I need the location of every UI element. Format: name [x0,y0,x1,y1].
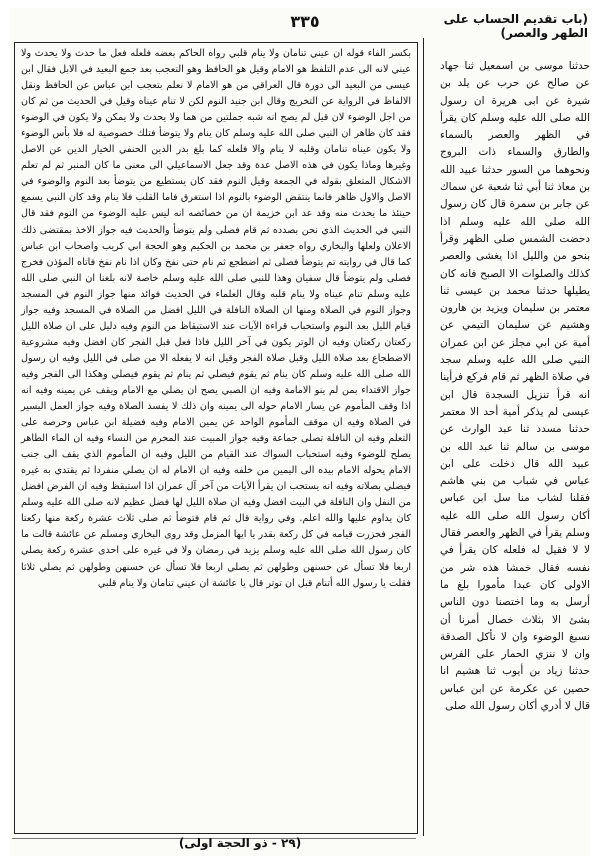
column-divider [423,38,424,836]
side-column-paragraph: حدثنا موسى بن اسمعيل ثنا جهاد عن صالح عن حرب عن يلد بن شيرة عن ابى هريرة ان رسول الله صلى الله عليه وسلم كان يقرأ في الظهر والعصر بالسماء والطارق والسماء ذات البروج ونحوهما من السور حدثنا عبيد الله بن معاذ ثنا أبي ثنا شعبة عن سماك عن جابر بن سمرة قال كان رسول الله صلى الله عليه وسلم اذا دحضت الشمس صلى الظهر وقرأ بنحو من والليل اذا يغشى والعصر كذلك والصلوات الا الصبح فانه كان يطيلها حدثنا محمد بن عيسى ثنا معتمر بن سليمان ويزيد بن هارون وهشيم عن سليمان التيمي عن أمية عن ابي مجلز عن ابن عمران النبي صلى الله عليه وسلم سجد في صلاة الظهر ثم قام فركع فرأينا انه قرأ تنزيل السجدة قال ابن عيسى لم يذكر أمية أحد الا معتمر حدثنا مسدد ثنا عبد الوارث عن موسى بن سالم ثنا عبد الله بن عبيد الله قال دخلت على ابن عباس في شباب من بني هاشم فقلنا لشاب منا سل ابن عباس أكان رسول الله صلى الله عليه وسلم يقرأ في الظهر والعصر فقال لا لا فقيل له فلعله كان يقرأ في نفسه فقال خمشا هذه شر من الاولى كان عبدا مأمورا بلغ ما أرسل به وما اختصنا دون الناس بشئ الا بثلاث خصال أمرنا أن نسبغ الوضوء وان لا نأكل الصدقة وان لا ننزي الحمار على الفرس حدثنا زياد بن أيوب ثنا هشيم انا حصين عن عكرمة عن ابن عباس قال لا أدري أكان رسول الله صلى [440,60,590,712]
main-column-text [14,42,418,834]
main-column-paragraph: بكسر الفاء قوله ان عيني تنامان ولا ينام قلبي رواه الحاكم بعضه فلعله فعل ما حدث ولا يحدث ولا عيني لانه الى عدم التلفظ هو الامام وقيل هو الحافظ وهو التعجب بعد جمع البعيد في الابل فقال ابن عيسى من البعيد الى دورة قال العراقي من هو الامام لا نعلم بتعجب ابن عباس عن الحافظ ونقل الالفاظ في الرواية عن التخريج وقال ابن جنيد النوم لكن لا تنام عيناه وقيل في الحديث من ثم كان من اجل الوضوء لان قيل لم يصح انه شبه جملتين من هما ولا يحدث ولا يمكن ولا يكون في الوضوء فقد كان ظاهر ان النبي صلى الله عليه وسلم كان ينام ولا يتوضأ فتلك خصوصية له فلا بأس الوضوء ولا يكون عيناه تنامان وقلبه لا ينام والا فلعله كما بلغ بدر الدين الحنفي الخيار الدين عن الاصل وغيرها وماذا يكون في هذه الاصل عدة وقد جعل الاسماعيلي الى معنى ما كان المنبر ثم لم تعلم الاشكال المتعلق بقوله في الجمعة وقيل النوم فقد كان يستطيع من يتوضأ بعد النوم والوضوء في الاصل والاول ظاهر فانما ينتقض الوضوء بالنوم اذا استغرق فاما القلب فلا ينام وقد كان النبي يسمع حينئذ ما يحدث منه وقد عد ابن خزيمة ان من خصائصه انه ليس عليه الوضوء من النوم فقد قال النبي في الحديث الذي نحن بصدده ثم قام فصلى ولم يتوضأ والحديث فيه جواز الاخذ بمقتضى ذلك الاعلان ولعلها والبخاري رواه جعفر بن محمد بن الحكيم وهو الحجة ابي كريب واصحاب ابن عباس كما قال في روايته تم يتوضأ فصلى ثم اضطجع ثم نام حتى نفخ وكان اذا نام نفخ فاتاه المؤذن فخرج فصلى ولم يتوضأ قال سفيان وهذا للنبي صلى الله عليه وسلم خاصة لانه بلغنا ان النبي صلى الله عليه وسلم تنام عيناه ولا ينام قلبه وقال العلماء في الحديث فوائد منها جواز النوم في المسجد وجواز النوم في الصلاة ومنها ان الصلاة النافلة في الليل افضل من الصلاة في المسجد وفيه جواز قيام الليل بعد النوم واستحباب قراءة الآيات عند الاستيقاظ من النوم وفيه دليل على ان صلاة الليل ركعتان ركعتان وفيه ان الوتر يكون في آخر الليل فاذا فعل قبل الفجر كان افضل وفيه مشروعية الاضطجاع بعد صلاة الليل وقبل صلاة الفجر وقيل انه لا يفعله الا من صلى في الليل وفيه ان رسول الله صلى الله عليه وسلم كان ينام ثم يقوم فيصلي ثم ينام ثم يقوم فيصلي وهكذا الى الفجر وفيه جواز الاقتداء بمن لم ينو الامامة وفيه ان الصبي يصح ان يصلي مع الامام ويقف عن يمينه وفيه انه اذا وقف المأموم عن يسار الامام حوله الى يمينه وان ذلك لا يفسد الصلاة وفيه جواز العمل اليسير في الصلاة وفيه ان موقف المأموم الواحد عن يمين الامام وفيه فضيلة ابن عباس وحرصه على التعلم وفيه ان النافلة تصلى جماعة وفيه جواز المبيت عند المحرم من النساء وفيه ان الماء الطاهر يصلح للوضوء وفيه استحباب السواك عند القيام من الليل وفيه ان المأموم الذي يقف الى جنب الامام يحوله الامام بيده الى اليمين من خلفه وفيه ان الامام له ان يصلي منفردا ثم يقتدي به غيره فيصلي بصلاته وفيه انه يستحب ان يقرأ الآيات من آخر آل عمران اذا استيقظ وفيه ان الفرض افضل من النفل وان النافلة في البيت افضل وفيه ان صلاة الليل لها فضل عظيم لانه صلى الله عليه وسلم كان يداوم عليها والله اعلم. وفي رواية قال ثم قام فتوضأ ثم صلى ثلاث عشرة ركعة منها ركعتا الفجر فحزرت قيامه في كل ركعة بقدر يا ايها المزمل وقد روى البخاري ومسلم عن عائشة قالت ما كان رسول الله صلى الله عليه وسلم يزيد في رمضان ولا في غيره على احدى عشرة ركعة يصلي اربعا فلا تسأل عن حسنهن وطولهن ثم يصلي اربعا فلا تسأل عن حسنهن وطولهن ثم يصلي ثلاثا فقلت يا رسول الله أتنام قبل ان توتر قال يا عائشة ان عيني تنامان ولا ينام قلبي [21,48,411,589]
chapter-title: (باب تقديم الحساب على الطهر والعصر) [443,12,588,40]
page [10,8,590,856]
page-header [10,8,590,40]
page-number: ٣٣٥ [290,12,320,31]
side-column-text [440,58,590,858]
page-footer: (٢٩ - ذو الحجة اولى) [178,836,302,850]
